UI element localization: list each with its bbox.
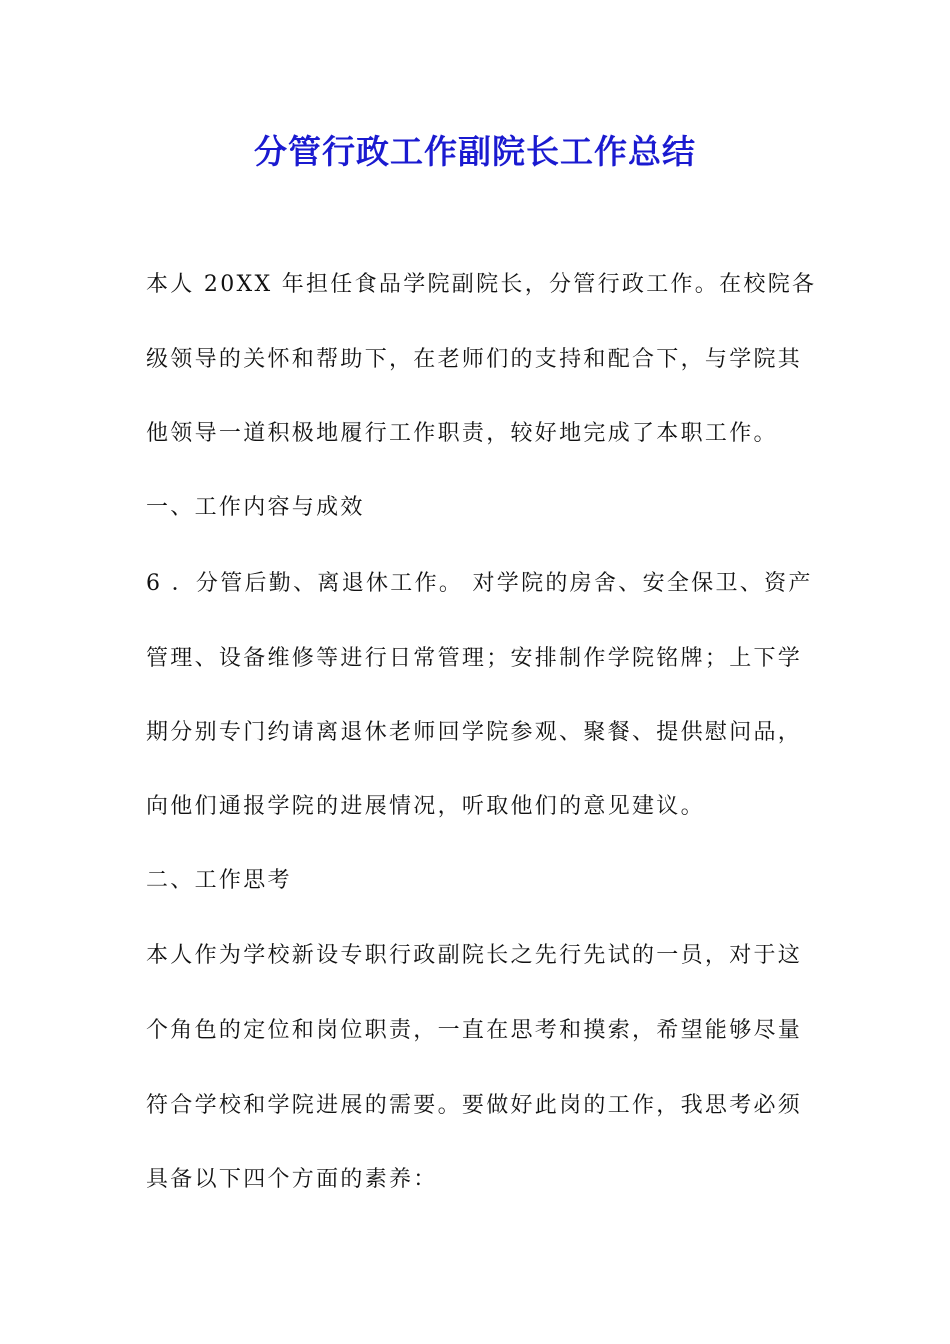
paragraph-line: 级领导的关怀和帮助下，在老师们的支持和配合下，与学院其 (146, 347, 803, 372)
paragraph-line: 符合学校和学院进展的需要。要做好此岗的工作，我思考必须 (146, 1093, 803, 1118)
paragraph-line: 个角色的定位和岗位职责，一直在思考和摸索，希望能够尽量 (146, 1018, 803, 1043)
section-heading: 一、工作内容与成效 (146, 495, 365, 520)
paragraph-line: 具备以下四个方面的素养： (146, 1167, 438, 1192)
section-heading: 二、工作思考 (146, 868, 292, 893)
paragraph-line: 管理、设备维修等进行日常管理；安排制作学院铭牌；上下学 (146, 646, 803, 671)
paragraph-line: 向他们通报学院的进展情况，听取他们的意见建议。 (146, 794, 705, 819)
paragraph-line: 本人作为学校新设专职行政副院长之先行先试的一员，对于这 (146, 943, 803, 968)
paragraph-line: 他领导一道积极地履行工作职责，较好地完成了本职工作。 (146, 421, 778, 446)
paragraph-line: 6 ．分管后勤、离退休工作。 对学院的房舍、安全保卫、资产 (146, 571, 813, 596)
document-title: 分管行政工作副院长工作总结 (254, 132, 696, 171)
paragraph-line: 期分别专门约请离退休老师回学院参观、聚餐、提供慰问品， (146, 720, 803, 745)
paragraph-line: 本人 20XX 年担任食品学院副院长，分管行政工作。在校院各 (146, 272, 817, 297)
